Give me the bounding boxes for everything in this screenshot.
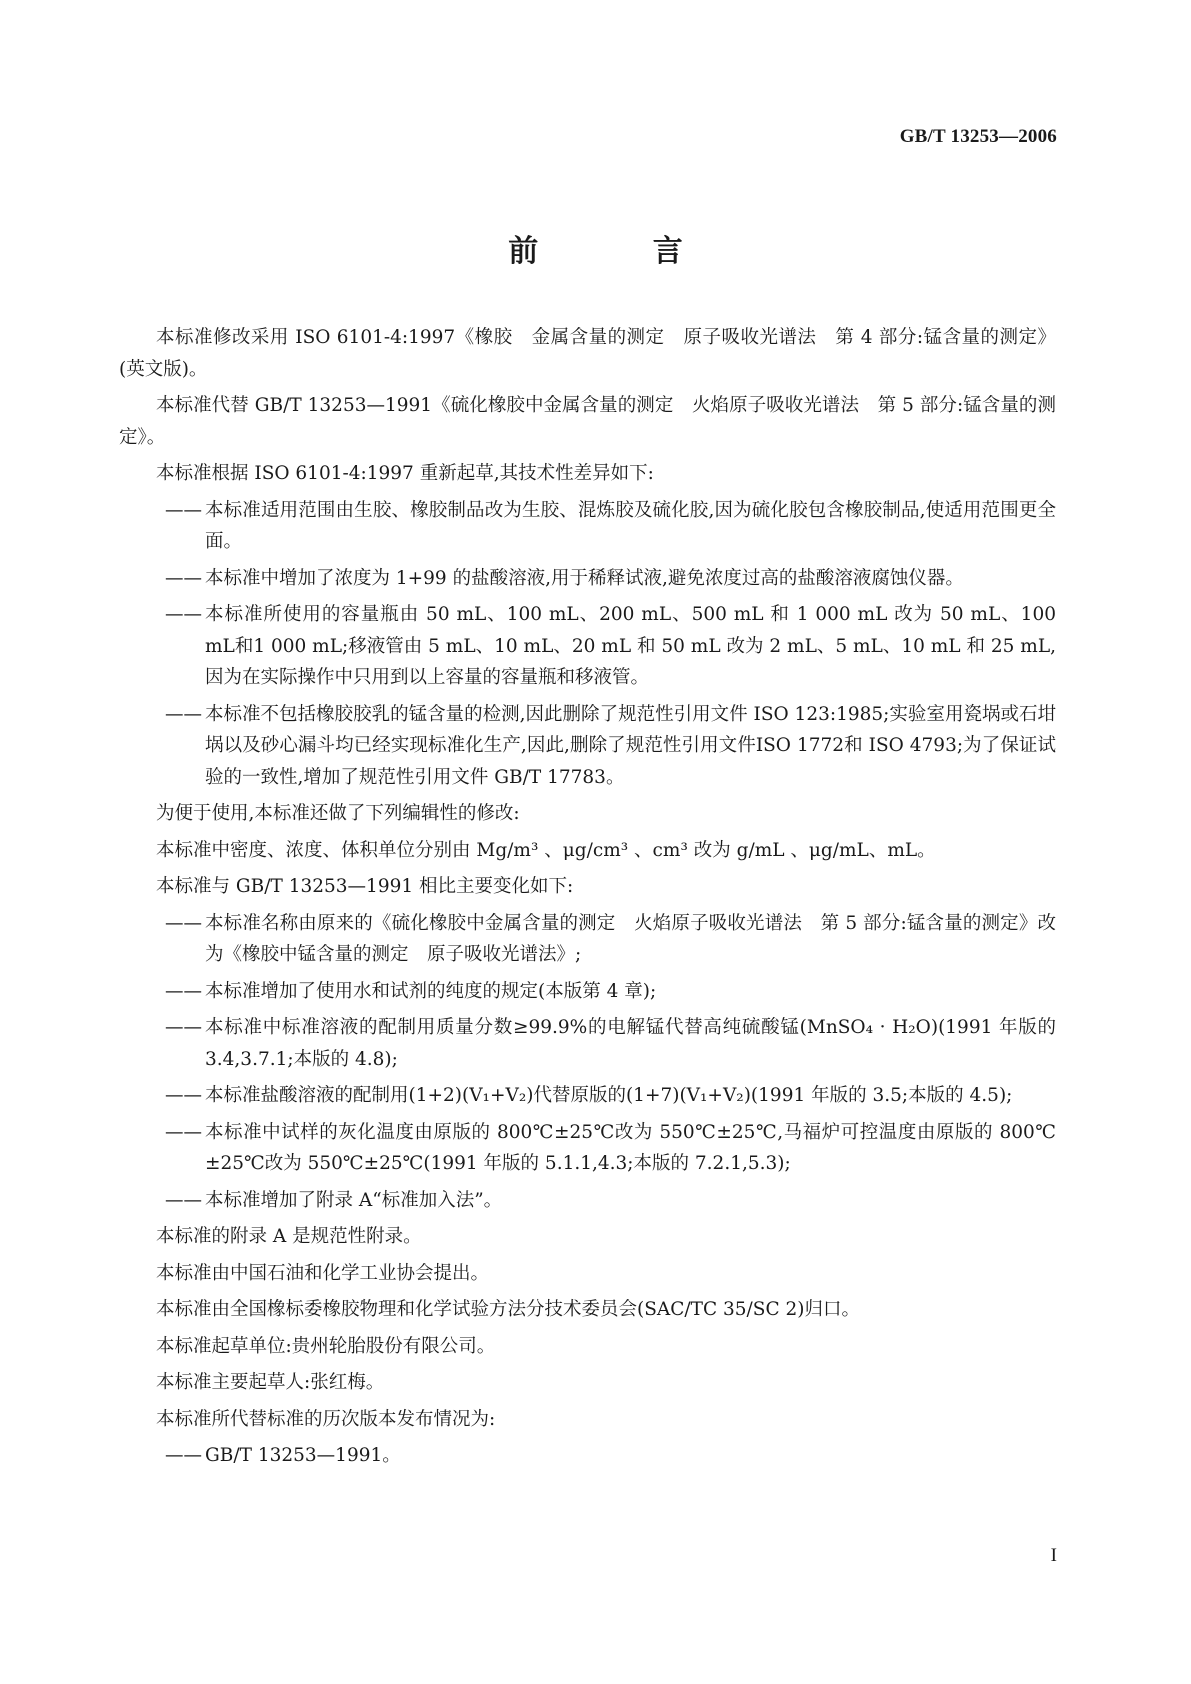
paragraph-editorial-intro: 为便于使用,本标准还做了下列编辑性的修改: [156, 803, 520, 824]
paragraph-committee: 本标准由全国橡标委橡胶物理和化学试验方法分技术委员会(SAC/TC 35/SC 2)归口。 [156, 1299, 860, 1320]
diff-item-text: 本标准中增加了浓度为 1+99 的盐酸溶液,用于稀释试液,避免浓度过高的盐酸溶液腐蚀仪器。 [205, 567, 964, 589]
paragraph-annex: 本标准的附录 A 是规范性附录。 [156, 1226, 422, 1247]
paragraph-history-intro: 本标准所代替标准的历次版本发布情况为: [156, 1408, 496, 1430]
dash-mark: —— [165, 980, 202, 1002]
change-item [119, 1117, 1056, 1180]
change-item-text: 本标准中标准溶液的配制用质量分数≥99.9%的电解锰代替高纯硫酸锰(MnSO₄ · H₂O)(1991 年版的 3.4,3.7.1;本版的 4.8); [205, 1017, 1056, 1070]
page-title: 前 言 [508, 234, 735, 269]
dash-mark: —— [165, 1085, 202, 1106]
history-item-text: GB/T 13253—1991。 [205, 1445, 401, 1466]
dash-mark: —— [165, 1189, 202, 1211]
paragraph-drafting-unit: 本标准起草单位:贵州轮胎股份有限公司。 [156, 1335, 496, 1357]
diff-item-text: 本标准不包括橡胶胶乳的锰含量的检测,因此删除了规范性引用文件 ISO 123:1985;实验室用瓷埚或石坩埚以及砂心漏斗均已经实现标准化生产,因此,删除了规范性引用文件ISO 1772和 ISO 4793;为了保证试验的一致性,增加了规范性引用文件 GB/T 17783。 [205, 703, 1056, 788]
history-item [119, 1440, 1056, 1472]
paragraph-changes-intro: 本标准与 GB/T 13253—1991 相比主要变化如下: [156, 876, 574, 897]
change-item-text: 本标准增加了附录 A“标准加入法”。 [205, 1189, 503, 1211]
page-number: I [1050, 1545, 1057, 1566]
diff-item [119, 699, 1056, 794]
foreword-body [119, 322, 1056, 1477]
dash-mark: —— [165, 703, 202, 725]
paragraph-proposer: 本标准由中国石油和化学工业协会提出。 [156, 1262, 490, 1284]
paragraph-adoption: 本标准修改采用 ISO 6101-4:1997《橡胶 金属含量的测定 原子吸收光谱法 第 4 部分:锰含量的测定》(英文版)。 [119, 327, 1056, 380]
change-item [119, 1080, 1056, 1112]
dash-mark: —— [165, 604, 202, 625]
change-item-text: 本标准中试样的灰化温度由原版的 800℃±25℃改为 550℃±25℃,马福炉可控温度由原版的 800℃±25℃改为 550℃±25℃(1991 年版的 5.1.1,4.3;本版的 7.2.1,5.3); [205, 1121, 1056, 1174]
dash-mark: —— [165, 1445, 202, 1466]
paragraph-replaces: 本标准代替 GB/T 13253—1991《硫化橡胶中金属含量的测定 火焰原子吸收光谱法 第 5 部分:锰含量的测定》。 [119, 395, 1056, 448]
paragraph-editorial-item: 本标准中密度、浓度、体积单位分别由 Mg/m³ 、μg/cm³ 、cm³ 改为 g/mL 、μg/mL、mL。 [156, 839, 936, 861]
change-item-text: 本标准盐酸溶液的配制用(1+2)(V₁+V₂)代替原版的(1+7)(V₁+V₂)(1991 年版的 3.5;本版的 4.5); [205, 1085, 1013, 1106]
diff-item [119, 495, 1056, 558]
change-item-text: 本标准增加了使用水和试剂的纯度的规定(本版第 4 章); [205, 980, 657, 1002]
paragraph-drafter: 本标准主要起草人:张红梅。 [156, 1372, 385, 1393]
change-item [119, 908, 1056, 971]
diff-item [119, 563, 1056, 595]
diff-item-text: 本标准适用范围由生胶、橡胶制品改为生胶、混炼胶及硫化胶,因为硫化胶包含橡胶制品,使适用范围更全面。 [205, 499, 1056, 552]
standard-code-header: GB/T 13253—2006 [899, 126, 1057, 147]
change-item [119, 1185, 1056, 1217]
change-item [119, 1012, 1056, 1075]
dash-mark: —— [165, 567, 202, 589]
dash-mark: —— [165, 1017, 202, 1038]
dash-mark: —— [165, 1121, 202, 1143]
dash-mark: —— [165, 912, 202, 934]
change-item [119, 976, 1056, 1008]
dash-mark: —— [165, 499, 202, 521]
paragraph-diff-intro: 本标准根据 ISO 6101-4:1997 重新起草,其技术性差异如下: [156, 463, 654, 484]
diff-item [119, 599, 1056, 694]
change-item-text: 本标准名称由原来的《硫化橡胶中金属含量的测定 火焰原子吸收光谱法 第 5 部分:锰含量的测定》改为《橡胶中锰含量的测定 原子吸收光谱法》; [205, 912, 1056, 965]
diff-item-text: 本标准所使用的容量瓶由 50 mL、100 mL、200 mL、500 mL 和 1 000 mL 改为 50 mL、100 mL和1 000 mL;移液管由 5 mL、10 mL、20 mL 和 50 mL 改为 2 mL、5 mL、10 mL 和 25 mL,因为在实际操作中只用到以上容量的容量瓶和移液管。 [205, 604, 1056, 688]
